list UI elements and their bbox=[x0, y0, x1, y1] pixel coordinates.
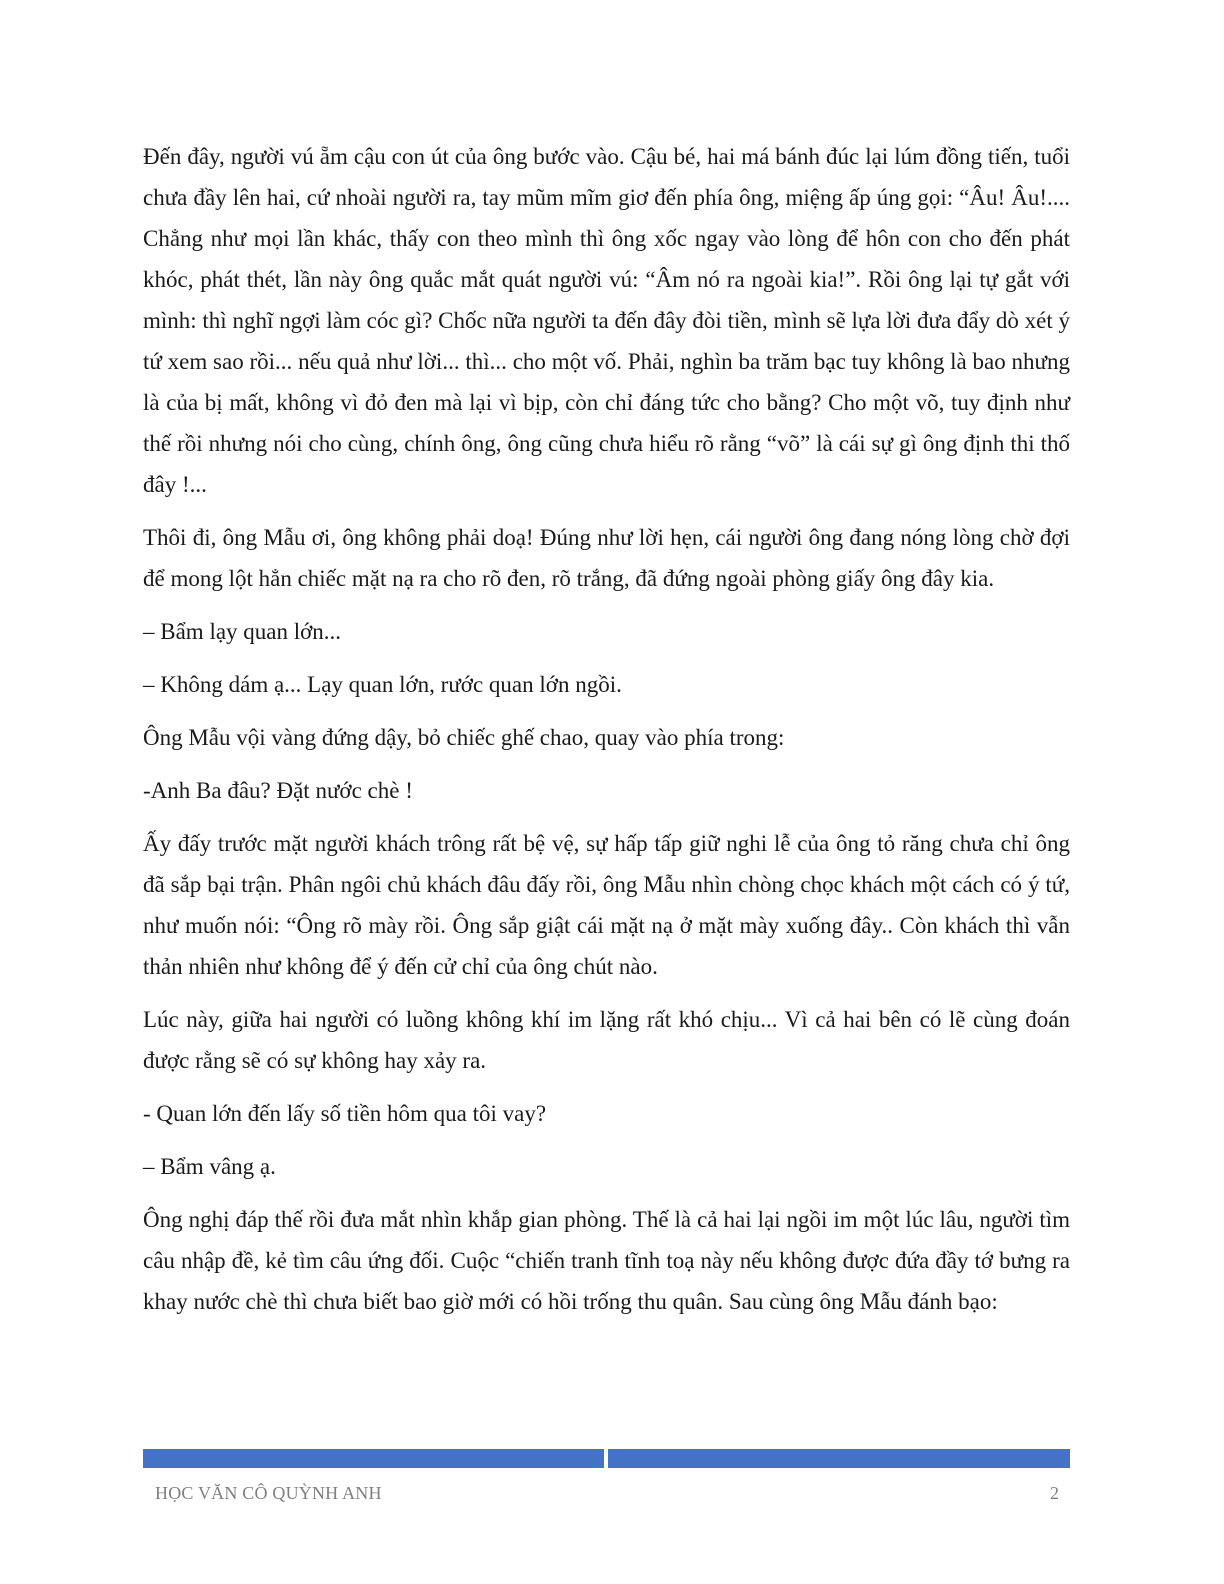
paragraph-8: Lúc này, giữa hai người có luồng không khí im lặng rất khó chịu... Vì cả hai bên có lẽ cùng đoán được rằng sẽ có sự không hay xảy ra. bbox=[143, 1007, 1070, 1073]
paragraph-5: Ông Mẫu vội vàng đứng dậy, bỏ chiếc ghế chao, quay vào phía trong: bbox=[143, 725, 785, 750]
paragraph-10: – Bẩm vâng ạ. bbox=[143, 1154, 276, 1179]
footer-bar-divider bbox=[604, 1449, 608, 1468]
footer-title: HỌC VĂN CÔ QUỲNH ANH bbox=[155, 1483, 382, 1503]
paragraph-11: Ông nghị đáp thế rồi đưa mắt nhìn khắp gian phòng. Thế là cả hai lại ngồi im một lúc lâu, người tìm câu nhập đề, kẻ tìm câu ứng đối. Cuộc “chiến tranh tĩnh toạ này nếu không được đứa đầy tớ bưng ra khay nước chè thì chưa biết bao giờ mới có hồi trống thu quân. Sau cùng ông Mẫu đánh bạo: bbox=[143, 1207, 1070, 1314]
body-text bbox=[143, 136, 1070, 1334]
paragraph-4: – Không dám ạ... Lạy quan lớn, rước quan lớn ngồi. bbox=[143, 672, 622, 697]
paragraph-9: - Quan lớn đến lấy số tiền hôm qua tôi vay? bbox=[143, 1101, 547, 1126]
paragraph-7: Ấy đấy trước mặt người khách trông rất bệ vệ, sự hấp tấp giữ nghi lễ của ông tỏ răng chưa chỉ ông đã sắp bại trận. Phân ngôi chủ khách đâu đấy rồi, ông Mẫu nhìn chòng chọc khách một cách có ý tứ, như muốn nói: “Ông rõ mày rồi. Ông sắp giật cái mặt nạ ở mặt mày xuống đây.. Còn khách thì vẫn thản nhiên như không để ý đến cử chỉ của ông chút nào. bbox=[143, 831, 1070, 979]
paragraph-1: Đến đây, người vú ẵm cậu con út của ông bước vào. Cậu bé, hai má bánh đúc lại lúm đồng tiến, tuổi chưa đầy lên hai, cứ nhoài người ra, tay mũm mĩm giơ đến phía ông, miệng ấp úng gọi: “Âu! Âu!.... Chẳng như mọi lần khác, thấy con theo mình thì ông xốc ngay vào lòng để hôn con cho đến phát khóc, phát thét, lần này ông quắc mắt quát người vú: “Âm nó ra ngoài kia!”. Rồi ông lại tự gắt với mình: thì nghĩ ngợi làm cóc gì? Chốc nữa người ta đến đây đòi tiền, mình sẽ lựa lời đưa đẩy dò xét ý tứ xem sao rồi... nếu quả như lời... thì... cho một vố. Phải, nghìn ba trăm bạc tuy không là bao nhưng là của bị mất, không vì đỏ đen mà lại vì bịp, còn chỉ đáng tức cho bằng? Cho một võ, tuy định như thế rồi nhưng nói cho cùng, chính ông, ông cũng chưa hiểu rõ rằng “võ” là cái sự gì ông định thi thố đây !... bbox=[143, 144, 1070, 497]
page-number: 2 bbox=[1050, 1483, 1059, 1503]
footer-bar bbox=[143, 1449, 1070, 1468]
paragraph-6: -Anh Ba đâu? Đặt nước chè ! bbox=[143, 778, 413, 803]
paragraph-2: Thôi đi, ông Mẫu ơi, ông không phải doạ! Đúng như lời hẹn, cái người ông đang nóng lòng chờ đợi để mong lột hẳn chiếc mặt nạ ra cho rõ đen, rõ trắng, đã đứng ngoài phòng giấy ông đây kia. bbox=[143, 525, 1070, 591]
paragraph-3: – Bẩm lạy quan lớn... bbox=[143, 619, 342, 644]
